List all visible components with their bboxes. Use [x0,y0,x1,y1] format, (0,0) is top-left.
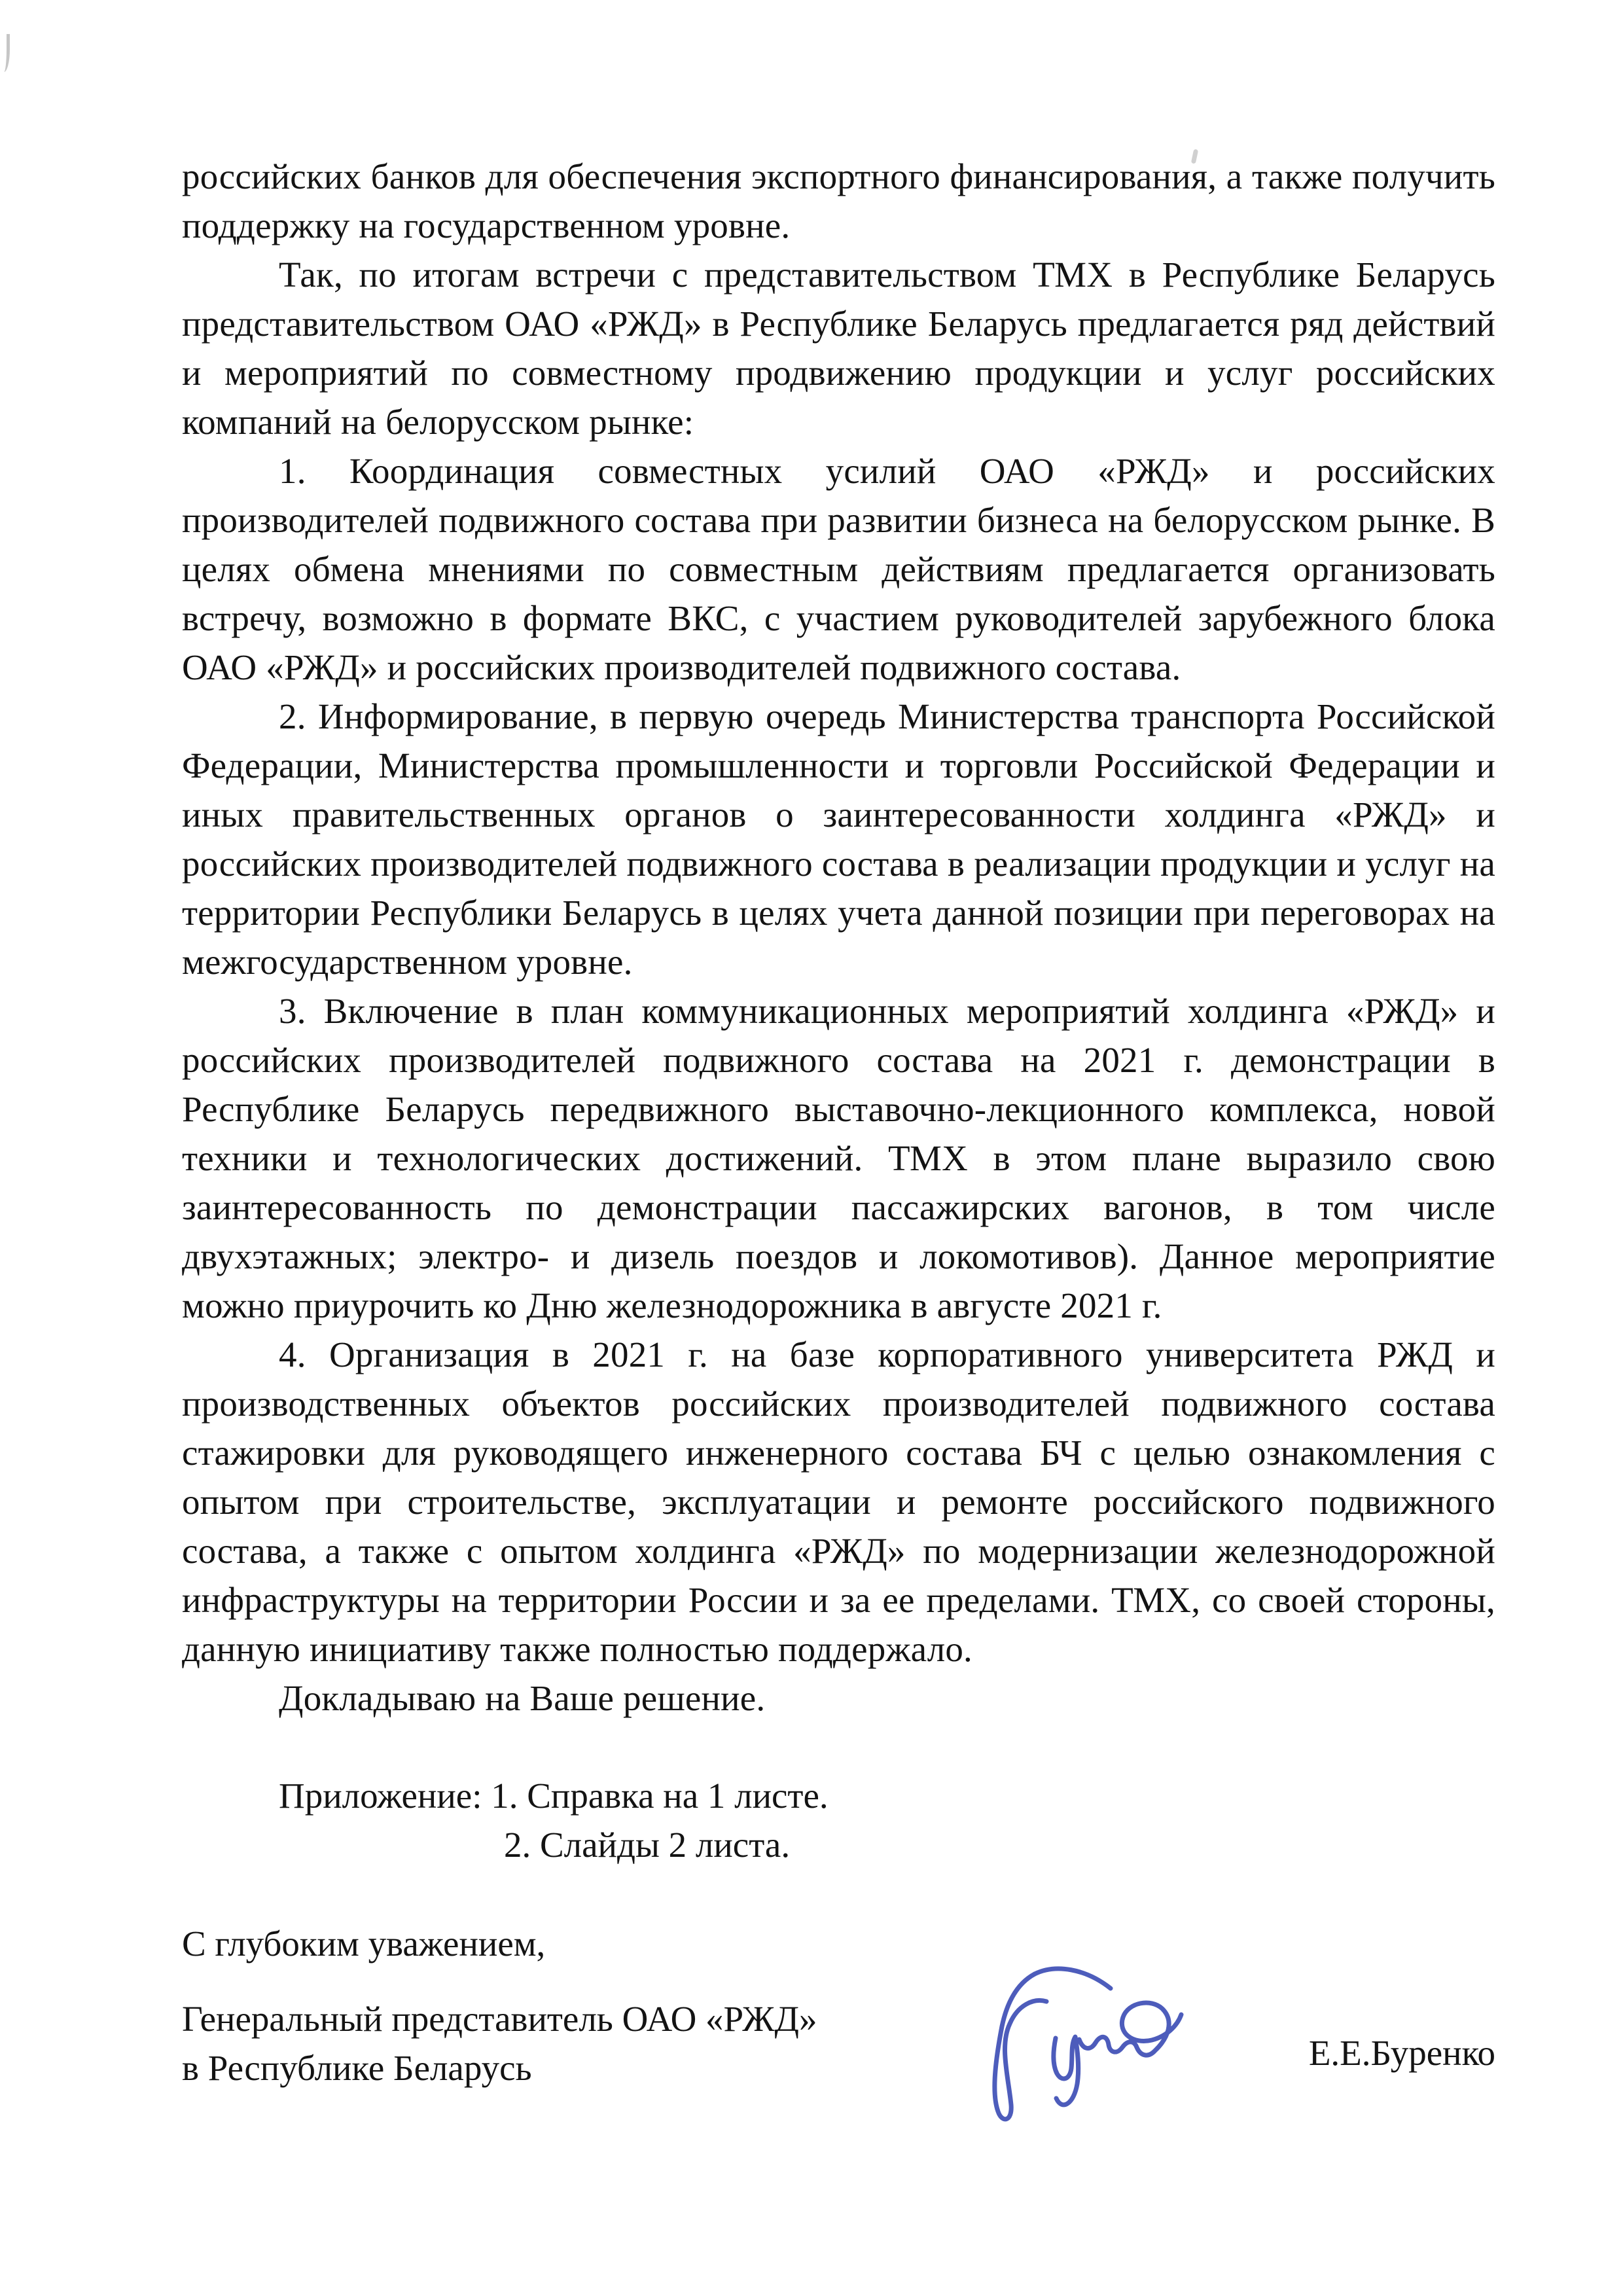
signature-strokes [995,1969,1181,2119]
signature-row [182,1994,1495,2191]
signee-position-line2: в Республике Беларусь [182,2048,532,2088]
signee-position [182,1994,915,2092]
body-paragraph: российских банков для обеспечения экспортного финансирования, а также получить поддержку на государственном уровне. [182,156,1495,245]
handwritten-signature [957,1965,1206,2135]
signee-name: Е.Е.Буренко [1308,2033,1495,2073]
body-paragraph-item-3: 3. Включение в план коммуникационных мероприятий холдинга «РЖД» и российских производителей подвижного состава на 2021 г. демонстрации в Республике Беларусь передвижного выставочно-лекционного комплекса, новой техники и технологических достижений. ТМХ в этом плане выразило свою заинтересованность по демонстрации пассажирских вагонов, в том числе двухэтажных; электро- и дизель поездов и локомотивов). Данное мероприятие можно приурочить ко Дню железнодорожника в августе 2021 г. [182,991,1495,1325]
body-paragraph-item-4: 4. Организация в 2021 г. на базе корпоративного университета РЖД и производственных объектов российских производителей подвижного состава стажировки для руководящего инженерного состава БЧ с целью ознакомления с опытом при строительстве, эксплуатации и ремонте российского подвижного состава, а также с опытом холдинга «РЖД» по модернизации железнодорожной инфраструктуры на территории России и за ее пределами. ТМХ, со своей стороны, данную инициативу также полностью поддержало. [182,1335,1495,1669]
scan-artifact-mark [0,34,10,72]
salutation: С глубоким уважением, [182,1924,546,1964]
body-paragraph: Так, по итогам встречи с представительством ТМХ в Республике Беларусь представительством ОАО «РЖД» в Республике Беларусь предлагается ряд действий и мероприятий по совместному продвижению продукции и услуг российских компаний на белорусском рынке: [182,255,1495,442]
attachment-line: Приложение: 1. Справка на 1 листе. [279,1776,829,1816]
signee-position-line1: Генеральный представитель ОАО «РЖД» [182,1999,817,2039]
body-paragraph-item-2: 2. Информирование, в первую очередь Министерства транспорта Российской Федерации, Министерства промышленности и торговли Российской Федерации и иных правительственных органов о заинтересованности холдинга «РЖД» и российских производителей подвижного состава в реализации продукции и услуг на территории Республики Беларусь в целях учета данной позиции при переговорах на межгосударственном уровне. [182,696,1495,982]
report-line: Докладываю на Ваше решение. [279,1678,766,1718]
attachment-line: 2. Слайды 2 листа. [504,1825,791,1865]
closing-block [182,1919,1495,2191]
attachment-block [182,1771,1495,1869]
letter-body [182,152,1495,2191]
body-paragraph-item-1: 1. Координация совместных усилий ОАО «РЖД» и российских производителей подвижного состава при развитии бизнеса на белорусском рынке. В целях обмена мнениями по совместным действиям предлагается организовать встречу, возможно в формате ВКС, с участием руководителей зарубежного блока ОАО «РЖД» и российских производителей подвижного состава. [182,451,1495,687]
